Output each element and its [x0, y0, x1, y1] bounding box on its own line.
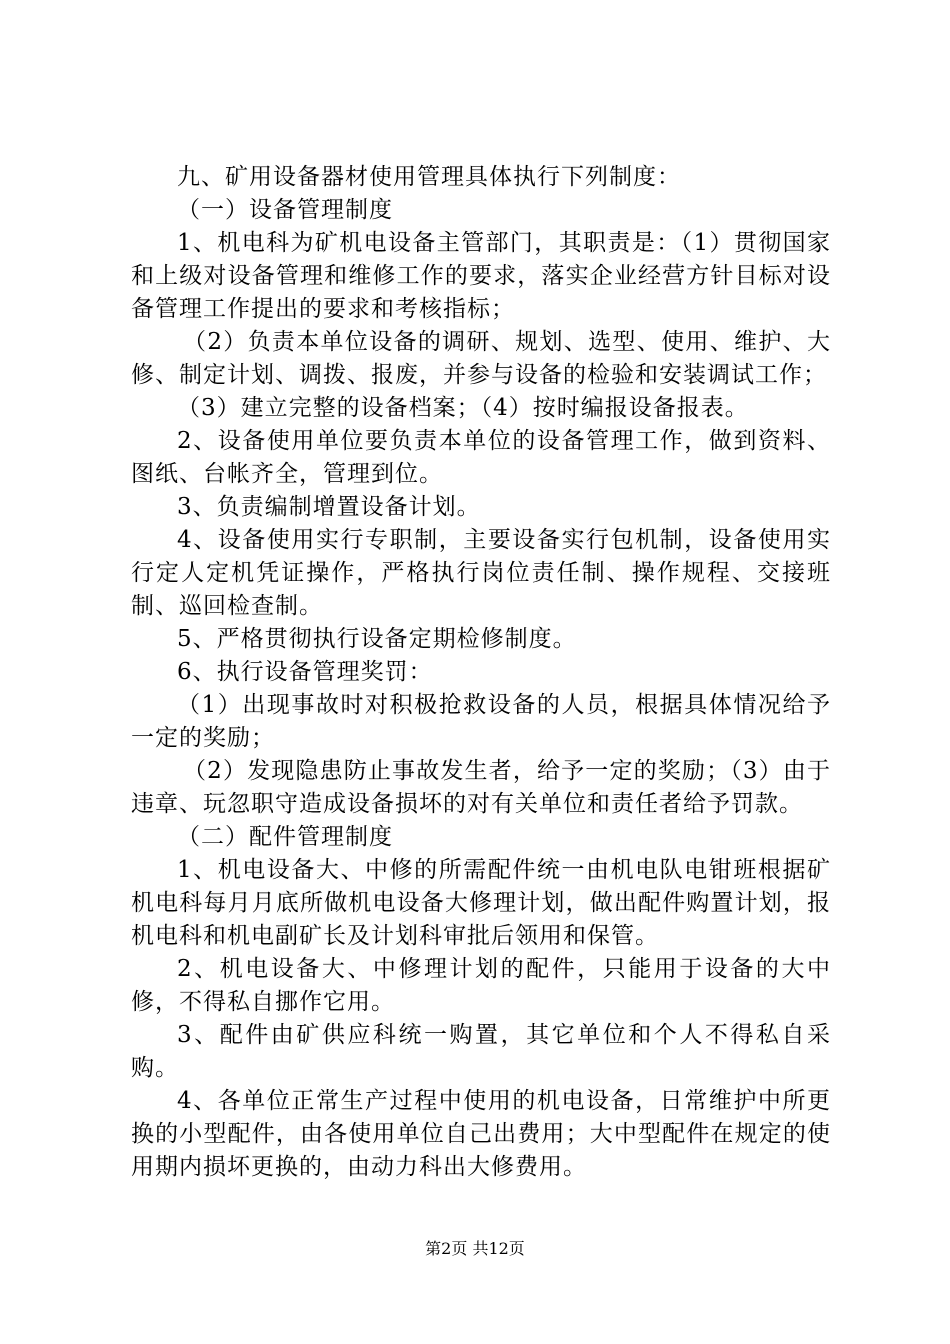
paragraph-parts-1: 1、机电设备大、中修的所需配件统一由机电队电钳班根据矿机电科每月月底所做机电设备大修理计划，做出配件购置计划，报机电科和机电副矿长及计划科审批后领用和保管。 [131, 857, 831, 949]
paragraph-item-3: 3、负责编制增置设备计划。 [177, 494, 481, 520]
paragraph-item-6: 6、执行设备管理奖罚： [177, 659, 433, 685]
paragraph-item-1-2: （2）负责本单位设备的调研、规划、选型、使用、维护、大修、制定计划、调拨、报废，并参与设备的检验和安装调试工作； [131, 329, 831, 388]
page-number-footer: 第2页 共12页 [425, 1239, 525, 1258]
paragraph-item-4: 4、设备使用实行专职制，主要设备实行包机制，设备使用实行定人定机凭证操作，严格执行岗位责任制、操作规程、交接班制、巡回检查制。 [131, 527, 831, 619]
paragraph-parts-2: 2、机电设备大、中修理计划的配件，只能用于设备的大中修，不得私自挪作它用。 [131, 956, 831, 1015]
paragraph-parts-3: 3、配件由矿供应科统一购置，其它单位和个人不得私自采购。 [131, 1022, 831, 1081]
paragraph-item-1: 1、机电科为矿机电设备主管部门，其职责是：（1）贯彻国家和上级对设备管理和维修工作的要求，落实企业经营方针目标对设备管理工作提出的要求和考核指标； [131, 230, 831, 322]
paragraph-item-6-2: （2）发现隐患防止事故发生者，给予一定的奖励；（3）由于违章、玩忽职守造成设备损坏的对有关单位和责任者给予罚款。 [131, 758, 831, 817]
paragraph-item-5: 5、严格贯彻执行设备定期检修制度。 [177, 626, 577, 652]
paragraph-parts-4: 4、各单位正常生产过程中使用的机电设备，日常维护中所更换的小型配件，由各使用单位自己出费用；大中型配件在规定的使用期内损坏更换的，由动力科出大修费用。 [131, 1088, 831, 1180]
paragraph-item-2: 2、设备使用单位要负责本单位的设备管理工作，做到资料、图纸、台帐齐全，管理到位。 [131, 428, 831, 487]
paragraph-item-1-3: （3）建立完整的设备档案；（4）按时编报设备报表。 [177, 395, 749, 421]
document-body [131, 161, 831, 1184]
subsection-heading-parts: （二）配件管理制度 [177, 824, 393, 850]
paragraph-item-6-1: （1）出现事故时对积极抢救设备的人员，根据具体情况给予一定的奖励； [131, 692, 831, 751]
subsection-heading-equipment: （一）设备管理制度 [177, 197, 393, 223]
section-heading-nine: 九、矿用设备器材使用管理具体执行下列制度： [177, 164, 681, 190]
